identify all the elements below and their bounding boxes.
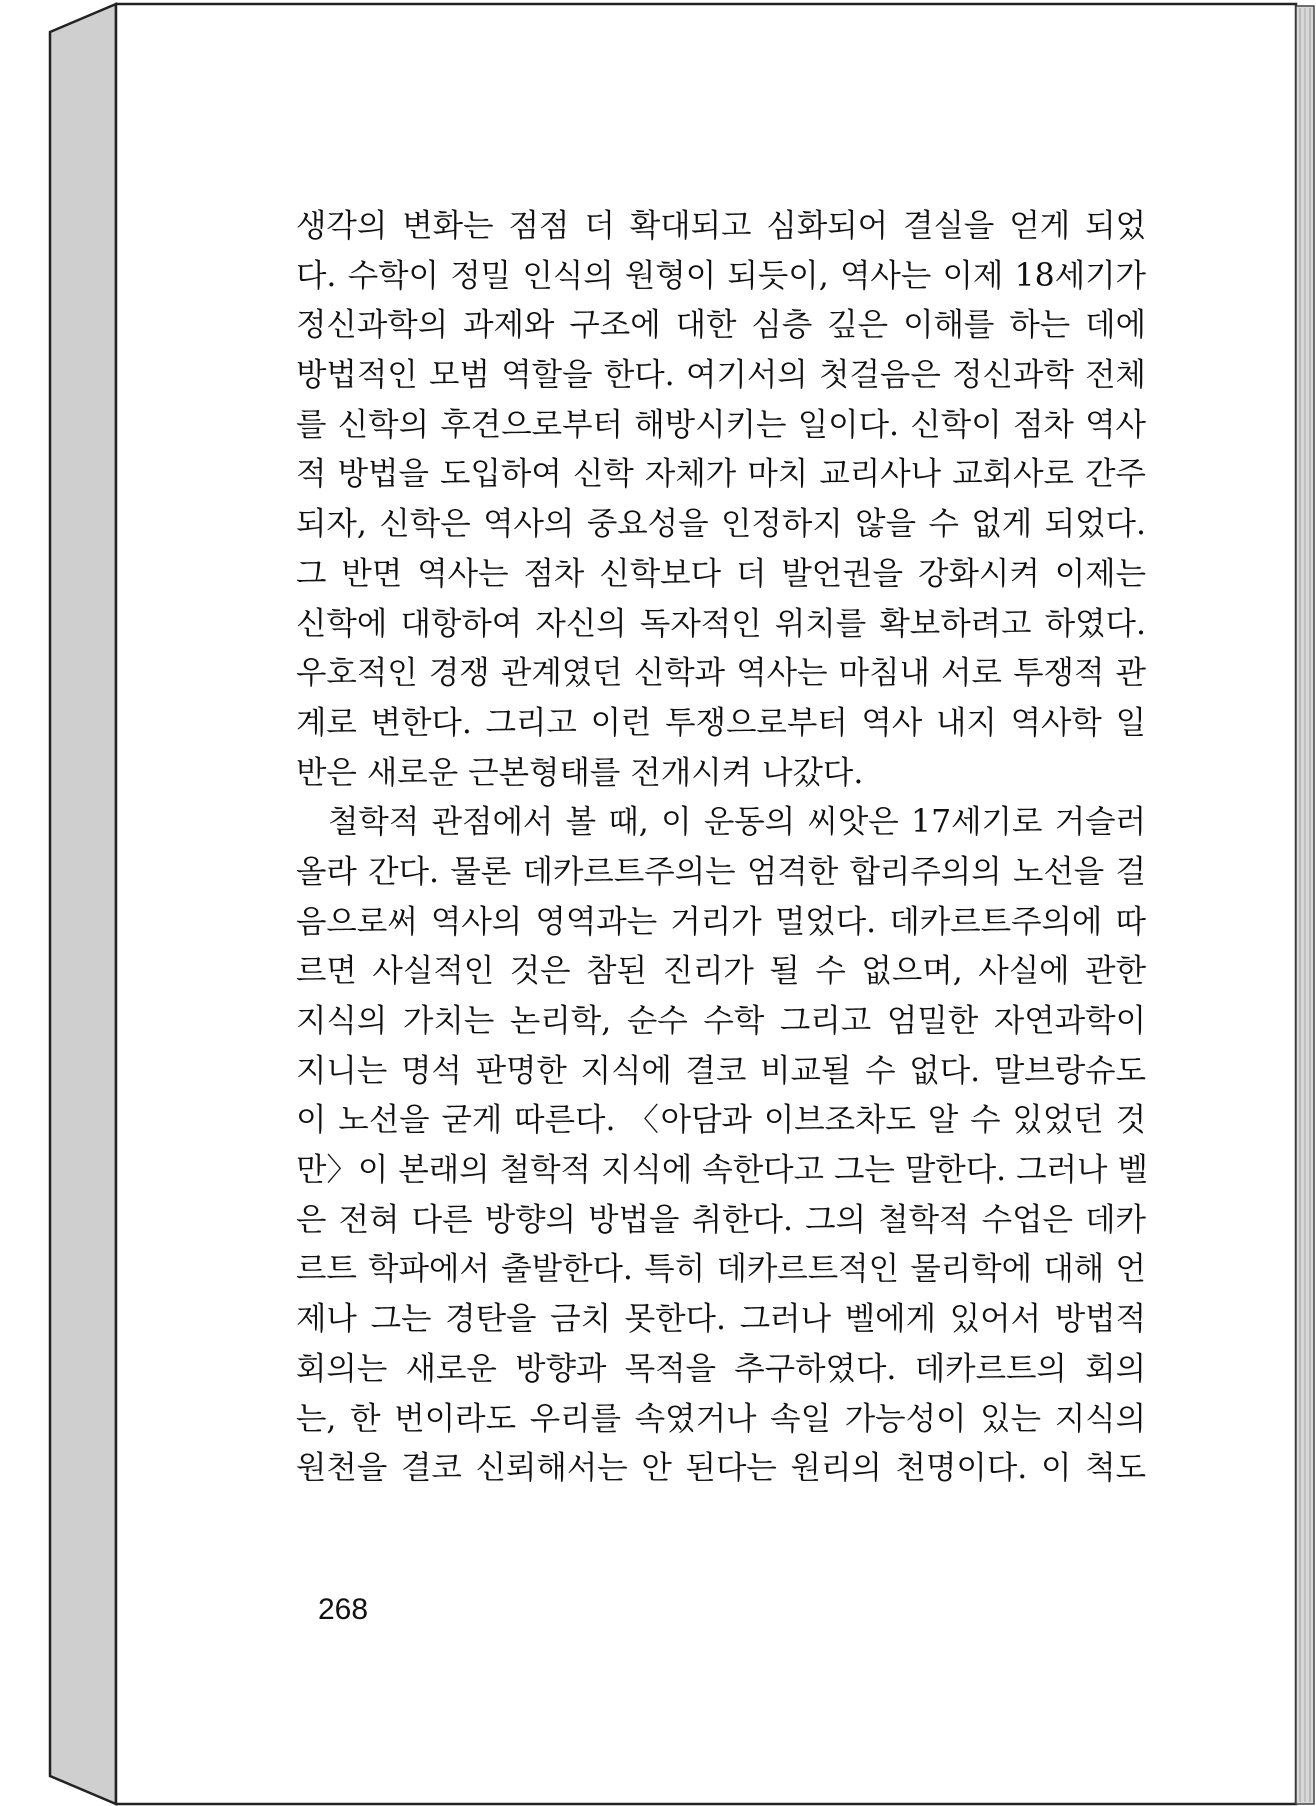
text-line: 르면 사실적인 것은 참된 진리가 될 수 없으며, 사실에 관한 xyxy=(296,953,1146,990)
text-line: 은 전혀 다른 방향의 방법을 취한다. 그의 철학적 수업은 데카 xyxy=(296,1201,1146,1238)
text-line: 방법적인 모범 역할을 한다. 여기서의 첫걸음은 정신과학 전체 xyxy=(296,357,1146,394)
text-line: 르트 학파에서 출발한다. 특히 데카르트적인 물리학에 대해 언 xyxy=(296,1251,1146,1288)
text-line: 적 방법을 도입하여 신학 자체가 마치 교리사나 교회사로 간주 xyxy=(296,456,1146,493)
text-line: 지니는 명석 판명한 지식에 결코 비교될 수 없다. 말브랑슈도 xyxy=(296,1052,1146,1089)
text-line: 만〉이 본래의 철학적 지식에 속한다고 그는 말한다. 그러나 벨 xyxy=(296,1152,1148,1189)
text-line: 되자, 신학은 역사의 중요성을 인정하지 않을 수 없게 되었다. xyxy=(296,506,1146,543)
text-line: 이 노선을 굳게 따른다. 〈아담과 이브조차도 알 수 있었던 것 xyxy=(296,1102,1146,1139)
text-line: 생각의 변화는 점점 더 확대되고 심화되어 결실을 얻게 되었 xyxy=(296,208,1146,244)
body-text xyxy=(296,202,1146,1494)
text-line: 계로 변한다. 그리고 이런 투쟁으로부터 역사 내지 역사학 일 xyxy=(296,704,1146,741)
text-line: 올라 간다. 물론 데카르트주의는 엄격한 합리주의의 노선을 걸 xyxy=(296,853,1146,890)
text-line: 제나 그는 경탄을 금치 못한다. 그러나 벨에게 있어서 방법적 xyxy=(296,1301,1146,1338)
text-line: 는, 한 번이라도 우리를 속였거나 속일 가능성이 있는 지식의 xyxy=(296,1400,1146,1437)
text-line: 우호적인 경쟁 관계였던 신학과 역사는 마침내 서로 투쟁적 관 xyxy=(296,655,1146,692)
text-line: 다. 수학이 정밀 인식의 원형이 되듯이, 역사는 이제 18세기가 xyxy=(296,257,1146,294)
paragraph-start-line: 철학적 관점에서 볼 때, 이 운동의 씨앗은 17세기로 거슬러 xyxy=(328,804,1146,841)
text-line: 원천을 결코 신뢰해서는 안 된다는 원리의 천명이다. 이 척도 xyxy=(296,1450,1146,1487)
book-spine xyxy=(50,4,116,1804)
paragraph-end-line: 반은 새로운 근본형태를 전개시켜 나갔다. xyxy=(296,754,864,791)
page-number: 268 xyxy=(318,1593,369,1626)
text-line: 회의는 새로운 방향과 목적을 추구하였다. 데카르트의 회의 xyxy=(296,1350,1146,1387)
text-line: 음으로써 역사의 영역과는 거리가 멀었다. 데카르트주의에 따 xyxy=(296,903,1146,940)
text-line: 정신과학의 과제와 구조에 대한 심층 깊은 이해를 하는 데에 xyxy=(296,307,1146,344)
text-line: 지식의 가치는 논리학, 순수 수학 그리고 엄밀한 자연과학이 xyxy=(296,1003,1146,1039)
text-line: 신학에 대항하여 자신의 독자적인 위치를 확보하려고 하였다. xyxy=(296,605,1146,642)
text-line: 를 신학의 후견으로부터 해방시키는 일이다. 신학이 점차 역사 xyxy=(296,406,1146,443)
text-line: 그 반면 역사는 점차 신학보다 더 발언권을 강화시켜 이제는 xyxy=(296,555,1146,592)
